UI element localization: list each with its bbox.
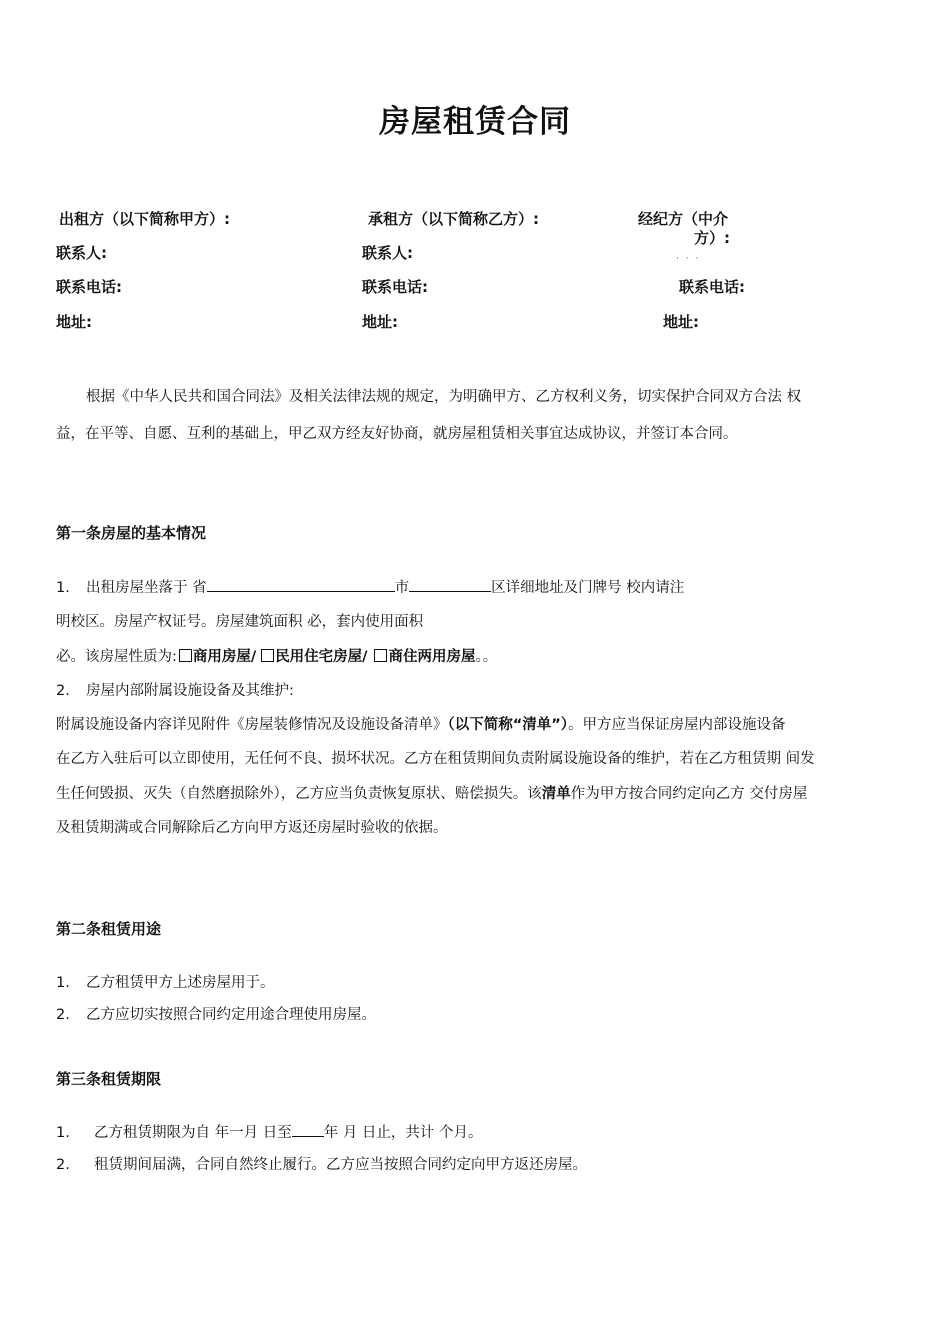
article3-item1	[56, 1121, 483, 1142]
agent-phone: 联系电话:	[679, 278, 745, 296]
article1-para-line3	[56, 782, 807, 803]
para-bold-text: （以下简称“清单”）	[447, 717, 569, 733]
location-province-text: 出租房屋坐落于 省	[86, 580, 207, 596]
item-text: 乙方应切实按照合同约定用途合理使用房屋。	[86, 1007, 376, 1023]
agent-address: 地址:	[663, 313, 699, 331]
year-blank	[292, 1122, 324, 1137]
article3-heading: 第三条租赁期限	[56, 1070, 162, 1088]
location-district-text: 区详细地址及门牌号 校内请注	[491, 580, 685, 596]
article1-item1-line3	[56, 645, 497, 666]
item-text: 乙方租赁甲方上述房屋用于。	[86, 975, 275, 991]
item-number: 2.	[56, 1157, 70, 1173]
lessor-label: 出租方（以下简称甲方）:	[59, 210, 230, 228]
article2-item2	[56, 1003, 376, 1024]
document-title: 房屋租赁合同	[379, 104, 571, 140]
article2-item1	[56, 971, 275, 992]
para-text: 生任何毁损、灭失（自然磨损除外），乙方应当负责恢复原状、赔偿损失。该	[56, 786, 542, 802]
lessor-phone: 联系电话:	[56, 278, 122, 296]
item-text: 年 月 日止，共计 个月。	[323, 1125, 483, 1141]
item-text: 乙方租赁期限为自 年一月 日至	[94, 1125, 292, 1141]
agent-label-line2: 方）:	[694, 229, 730, 247]
preamble-line1: 根据《中华人民共和国合同法》及相关法律法规的规定，为明确甲方、乙方权利义务，切实保护合同双方合法 权	[86, 389, 802, 405]
location-city-text: 市	[394, 580, 410, 596]
item-number: 1.	[56, 1125, 70, 1141]
article1-para-line4: 及租赁期满或合同解除后乙方向甲方返还房屋时验收的依据。	[56, 820, 448, 836]
option-mixed: 商住两用房屋	[388, 649, 476, 665]
checkbox-mixed[interactable]	[374, 649, 387, 662]
lessor-contact: 联系人:	[56, 244, 107, 262]
line-end-text: 。。	[475, 649, 498, 665]
article1-para-line1	[56, 713, 786, 734]
preamble-line2: 益，在平等、自愿、互利的基础上，甲乙双方经友好协商，就房屋租赁相关事宜达成协议，并签订本合同。	[56, 426, 738, 442]
article1-item1-line1	[56, 576, 684, 597]
para-text: 附属设施设备内容详见附件《房屋装修情况及设施设备清单》	[56, 717, 448, 733]
article1-heading: 第一条房屋的基本情况	[56, 524, 207, 542]
article2-heading: 第二条租赁用途	[56, 920, 162, 938]
checkbox-commercial[interactable]	[179, 649, 192, 662]
lessee-label: 承租方（以下简称乙方）:	[368, 210, 539, 228]
lessee-address: 地址:	[362, 313, 398, 331]
item-text: 租赁期间届满，合同自然终止履行。乙方应当按照合同约定向甲方返还房屋。	[94, 1157, 587, 1173]
item-number: 2.	[56, 1007, 70, 1023]
item-number: 1.	[56, 975, 70, 991]
agent-contact: · · ·	[676, 254, 701, 264]
para-text: 。甲方应当保证房屋内部设施设备	[568, 717, 786, 733]
agent-label-line1: 经纪方（中介	[638, 210, 729, 228]
item-number: 1.	[56, 580, 70, 596]
article1-item1-line2: 明校区。房屋产权证号。房屋建筑面积 必，套内使用面积	[56, 614, 424, 630]
option-residential: 民用住宅房屋/	[275, 649, 368, 665]
article1-para-line2: 在乙方入驻后可以立即使用，无任何不良、损坏状况。乙方在租赁期间负责附属设施设备的维护，若在乙方租赁期 间发	[56, 751, 815, 767]
province-blank	[207, 577, 395, 592]
lessee-contact: 联系人:	[362, 244, 413, 262]
property-nature-text: 必。该房屋性质为:	[56, 649, 177, 665]
para-text: 作为甲方按合同约定向乙方 交付房屋	[570, 786, 808, 802]
para-bold-text: 清单	[541, 786, 571, 802]
option-commercial: 商用房屋/	[192, 649, 257, 665]
city-blank	[409, 577, 491, 592]
item-number: 2.	[56, 683, 70, 699]
lessor-address: 地址:	[56, 313, 92, 331]
article3-item2	[56, 1153, 587, 1174]
item-text: 房屋内部附属设施设备及其维护:	[86, 683, 294, 699]
article1-item2	[56, 679, 294, 700]
lessee-phone: 联系电话:	[362, 278, 428, 296]
checkbox-residential[interactable]	[261, 649, 274, 662]
